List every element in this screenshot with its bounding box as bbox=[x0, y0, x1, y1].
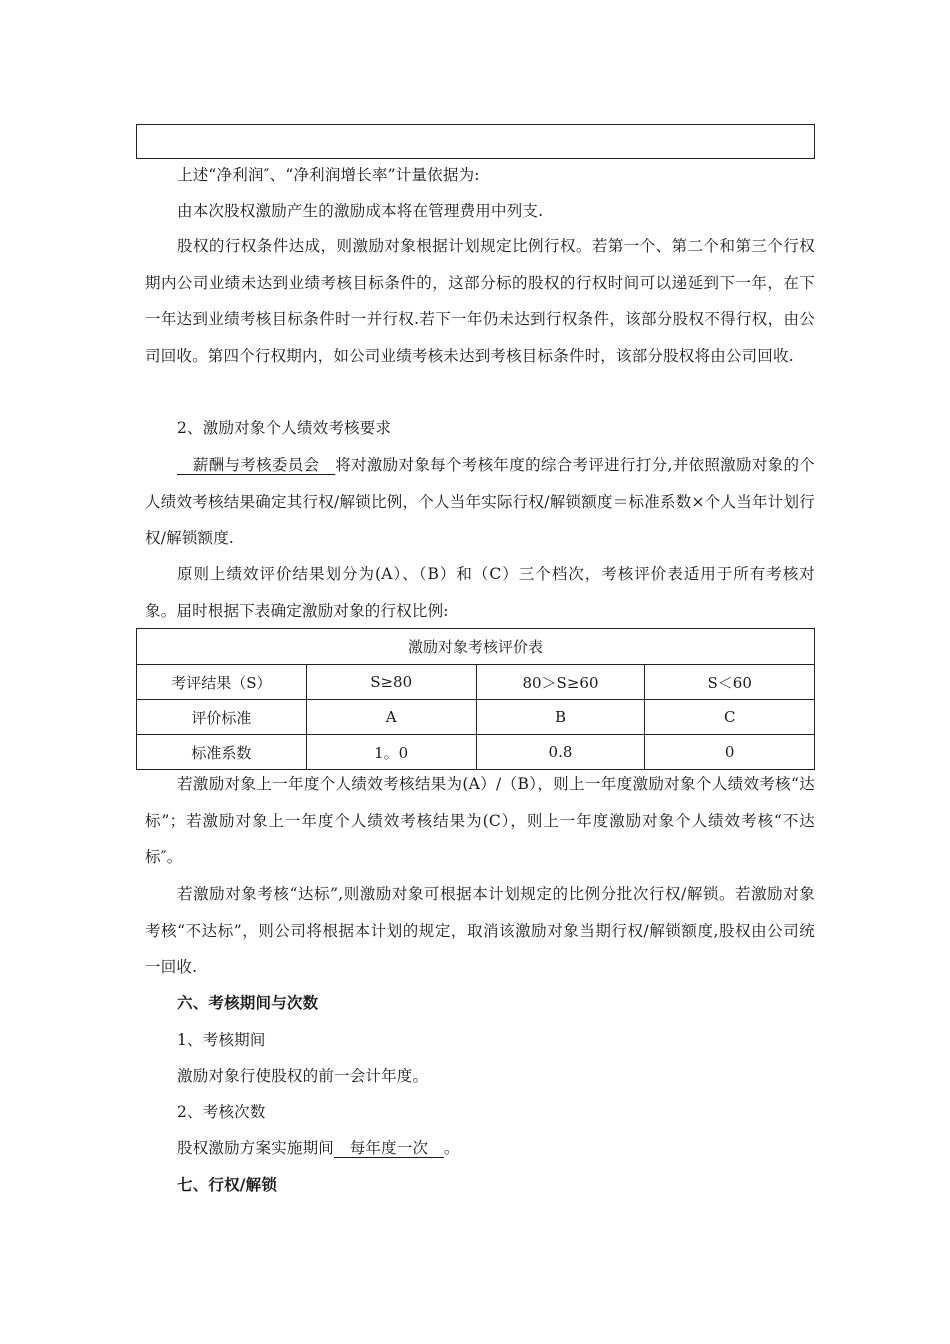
frequency-prefix: 股权激励方案实施期间 bbox=[177, 1139, 335, 1157]
evaluation-table-title: 激励对象考核评价表 bbox=[137, 629, 815, 665]
paragraph-qualified-consequence: 若激励对象考核“达标”,则激励对象可根据本计划规定的比例分批次行权/解锁。若激励对象考核“不达标”，则公司将根据本计划的规定，取消该激励对象当期行权/解锁额度,股权由公司统一回收. bbox=[145, 885, 815, 976]
table-cell: A bbox=[306, 700, 476, 735]
paragraph-assessment-frequency bbox=[145, 1130, 815, 1167]
heading-personal-performance: 2、激励对象个人绩效考核要求 bbox=[177, 419, 392, 437]
table-cell: S≥80 bbox=[306, 665, 476, 700]
evaluation-table bbox=[136, 628, 815, 770]
paragraph-incentive-cost: 由本次股权激励产生的激励成本将在管理费用中列支. bbox=[177, 202, 544, 220]
table-cell: 1。0 bbox=[306, 735, 476, 770]
table-bottom-fragment bbox=[136, 124, 815, 159]
table-cell: 80＞S≥60 bbox=[476, 665, 645, 700]
heading-section-six: 六、考核期间与次数 bbox=[177, 993, 319, 1012]
committee-name-underlined: 薪酬与考核委员会 bbox=[177, 456, 336, 474]
table-cell: 标准系数 bbox=[137, 735, 307, 770]
paragraph-assessment-period: 激励对象行使股权的前一会计年度。 bbox=[177, 1067, 429, 1085]
paragraph-net-profit-basis: 上述“净利润″、“净利润增长率”计量依据为: bbox=[177, 166, 480, 184]
paragraph-committee-scoring bbox=[145, 447, 815, 557]
paragraph-grade-levels: 原则上绩效评价结果划分为(A）、（B）和（C）三个档次，考核评价表适用于所有考核对象。届时根据下表确定激励对象的行权比例: bbox=[145, 565, 815, 620]
table-cell: 考评结果（S） bbox=[137, 665, 307, 700]
paragraph-exercise-conditions: 股权的行权条件达成，则激励对象根据计划规定比例行权。若第一个、第二个和第三个行权期内公司业绩未达到业绩考核目标条件的，这部分标的股权的行权时间可以递延到下一年，在下一年达到业绩考核目标条件时一并行权.若下一年仍未达到行权条件，该部分股权不得行权，由公司回收。第四个行权期内，如公司业绩考核未达到考核目标条件时，该部分股权将由公司回收. bbox=[145, 237, 815, 365]
table-cell: C bbox=[645, 700, 815, 735]
heading-section-seven: 七、行权/解锁 bbox=[177, 1175, 278, 1194]
frequency-value-underlined: 每年度一次 bbox=[334, 1139, 444, 1157]
table-cell: 评价标准 bbox=[137, 700, 307, 735]
table-row bbox=[137, 735, 815, 770]
heading-assessment-period: 1、考核期间 bbox=[177, 1031, 266, 1049]
table-row bbox=[137, 700, 815, 735]
table-cell: 0.8 bbox=[476, 735, 645, 770]
committee-scoring-text: 将对激励对象每个考核年度的综合考评进行打分,并依照激励对象的个人绩效考核结果确定其行权/解锁比例，个人当年实际行权/解锁额度＝标准系数×个人当年计划行权/解锁额度. bbox=[145, 456, 815, 547]
heading-assessment-frequency: 2、考核次数 bbox=[177, 1103, 266, 1121]
paragraph-qualified-definition: 若激励对象上一年度个人绩效考核结果为(A）/（B），则上一年度激励对象个人绩效考核“达标”；若激励对象上一年度个人绩效考核结果为(C），则上一年度激励对象个人绩效考核“不达标″。 bbox=[145, 775, 815, 866]
table-cell: B bbox=[476, 700, 645, 735]
table-cell: S＜60 bbox=[645, 665, 815, 700]
frequency-suffix: 。 bbox=[443, 1139, 460, 1157]
table-cell: 0 bbox=[645, 735, 815, 770]
table-row bbox=[137, 665, 815, 700]
